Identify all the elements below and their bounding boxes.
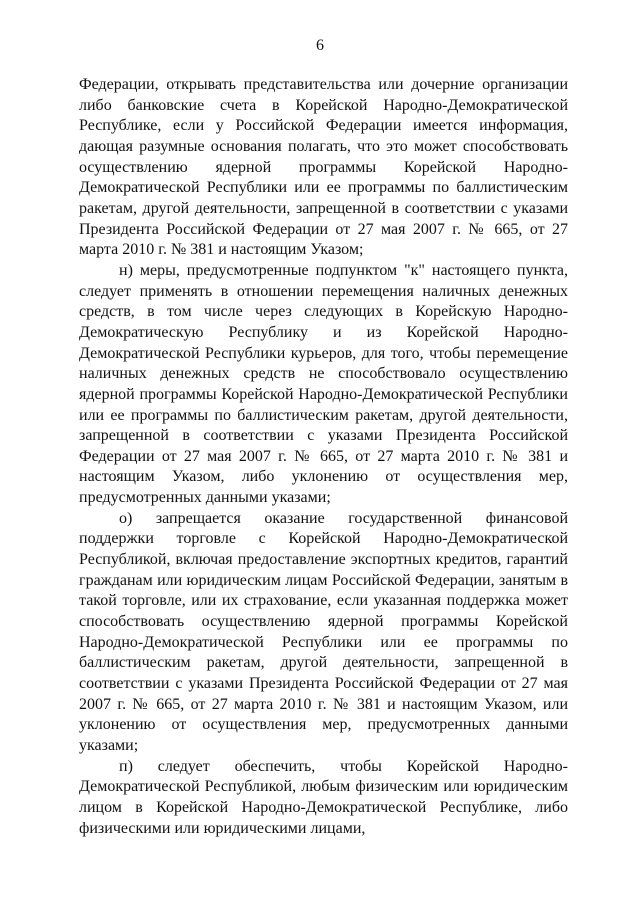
paragraph-item-o: о) запрещается оказание государственной финансовой поддержки торговле с Корейской Народно-Демократической Республикой, включая предоставление экспортных кредитов, гарантий гражданам или юридическим лицам Российской Федерации, занятым в такой торговле, или их страхование, если указанная поддержка может способствовать осуществлению ядерной программы Корейской Народно-Демократической Республики или ее программы по баллистическим ракетам, другой деятельности, запрещенной в соответствии с указами Президента Российской Федерации от 27 мая 2007 г. № 665, от 27 марта 2010 г. № 381 и настоящим Указом, или уклонению от осуществления мер, предусмотренных данными указами; xyxy=(79,509,568,754)
paragraph-item-p: п) следует обеспечить, чтобы Корейской Народно-Демократической Республикой, любым физическим или юридическим лицом в Корейской Народно-Демократической Республике, либо физическими или юридическими лицами, xyxy=(79,757,568,837)
document-body xyxy=(79,75,568,839)
page-number: 6 xyxy=(316,37,324,54)
paragraph-item-n: н) меры, предусмотренные подпунктом "к" настоящего пункта, следует применять в отношении перемещения наличных денежных средств, в том числе через следующих в Корейскую Народно-Демократическую Республику и из Корейской Народно-Демократической Республики курьеров, для того, чтобы перемещение наличных денежных средств не способствовало осуществлению ядерной программы Корейской Народно-Демократической Республики или ее программы по баллистическим ракетам, другой деятельности, запрещенной в соответствии с указами Президента Российской Федерации от 27 мая 2007 г. № 665, от 27 марта 2010 г. № 381 и настоящим Указом, либо уклонению от осуществления мер, предусмотренных данными указами; xyxy=(79,261,568,507)
paragraph-continuation: Федерации, открывать представительства или дочерние организации либо банковские счета в Корейской Народно-Демократической Республике, если у Российской Федерации имеется информация, дающая разумные основания полагать, что это может способствовать осуществлению ядерной программы Корейской Народно-Демократической Республики или ее программы по баллистическим ракетам, другой деятельности, запрещенной в соответствии с указами Президента Российской Федерации от 27 мая 2007 г. № 665, от 27 марта 2010 г. № 381 и настоящим Указом; xyxy=(79,76,568,259)
